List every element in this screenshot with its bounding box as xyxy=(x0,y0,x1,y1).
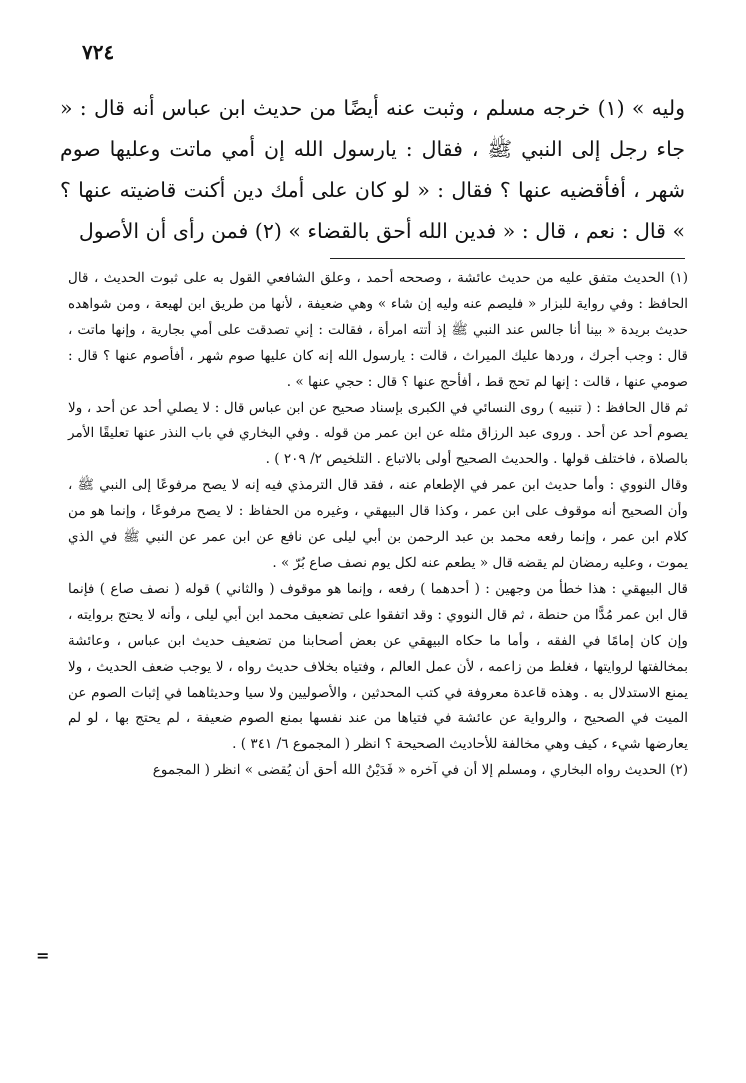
footnote-1-part-2: ثم قال الحافظ : ( تنبيه ) روى النسائي في الكبرى بإسناد صحيح عن ابن عباس قال : لا يصلي أحد عن أحد ، ولا يصوم أحد عن أحد . وروى عبد الرزاق مثله عن ابن عمر من قوله . وفي البخاري في باب النذر عنها تعليقًا الأمر بالصلاة ، فاختلف قولها . والحديث الصحيح أولى بالاتباع . التلخيص ٢/ ٢٠٩ ) . xyxy=(68,399,688,468)
continuation-mark: = xyxy=(36,946,50,965)
main-text xyxy=(60,88,685,252)
main-paragraph: وليه » (١) خرجه مسلم ، وثبت عنه أيضًا من حديث ابن عباس أنه قال : « جاء رجل إلى النبي ﷺ ، فقال : يارسول الله إن أمي ماتت وعليها صوم شهر ، أفأقضيه عنها ؟ فقال : « لو كان على أمك دين أكنت قاضيته عنها ؟ » قال : نعم ، قال : « فدين الله أحق بالقضاء » (٢) فمن رأى أن الأصول xyxy=(60,96,685,243)
footnotes xyxy=(68,266,688,784)
footnote-1: (١) الحديث متفق عليه من حديث عائشة ، وصححه أحمد ، وعلق الشافعي القول به على ثبوت الحديث ، قال الحافظ : وفي رواية للبزار « فليصم عنه وليه إن شاء » وهي ضعيفة ، لأنها من طريق ابن لهيعة ، ومن شواهده حديث بريدة « بينا أنا جالس عند النبي ﷺ إذ أتته امرأة ، فقالت : إني تصدقت على أمي بجارية ، وإنها ماتت ، قال : وجب أجرك ، وردها عليك الميراث ، قالت : يارسول الله إنه كان عليها صوم شهر ، أفأصوم عنها ؟ قال : صومي عنها ، قالت : إنها لم تحج قط ، أفأحج عنها ؟ قال : حجي عنها » . xyxy=(68,270,688,390)
footnote-divider xyxy=(330,258,685,259)
footnote-1-part-3: وقال النووي : وأما حديث ابن عمر في الإطعام عنه ، فقد قال الترمذي فيه إنه لا يصح مرفوعًا إلى النبي ﷺ ، وأن الصحيح أنه موقوف على ابن عمر ، وكذا قال البيهقي ، وغيره من الحفاظ : لا يصح مرفوعًا ، وإنما هو من كلام ابن عمر ، وإنما رفعه محمد بن عبد الرحمن بن أبي ليلى عن نافع عن ابن عمر عن النبي ﷺ في الذي يموت ، وعليه رمضان لم يقضه قال « يطعم عنه لكل يوم نصف صاع بُرّ » . xyxy=(68,477,688,571)
page-number: ٧٢٤ xyxy=(82,40,115,64)
footnote-2: (٢) الحديث رواه البخاري ، ومسلم إلا أن في آخره « فَدَيْنُ الله أحق أن يُقضى » انظر ( المجموع xyxy=(152,762,688,779)
footnote-1-part-4: قال البيهقي : هذا خطأ من وجهين : ( أحدهما ) رفعه ، وإنما هو موقوف ( والثاني ) قوله ( نصف صاع ) فإنما قال ابن عمر مُدًّا من حنطة ، ثم قال النووي : وقد اتفقوا على تضعيف محمد ابن أبي ليلى ، وأنه لا يحتج بروايته ، وإن كان إمامًا في الفقه ، وأما ما حكاه البيهقي عن بعض أصحابنا من تضعيف حديث ابن عباس ، وعائشة بمخالفتها لروايتها ، فغلط من زاعمه ، لأن عمل العالم ، وفتياه بخلاف حديث رواه ، لا يوجب ضعف الحديث ، ولا يمنع الاستدلال به . وهذه قاعدة معروفة في كتب المحدثين ، والأصوليين ولا سيا وحديثاهما في إثبات الصوم عن الميت في الصحيح ، والرواية عن عائشة في فتياها من عند نفسها بمنع الصوم ضعيفة ، لم يحتج بها ، لو لم يعارضها شيء ، كيف وهي مخالفة للأحاديث الصحيحة ؟ انظر ( المجموع ٦/ ٣٤١ ) . xyxy=(68,580,688,753)
